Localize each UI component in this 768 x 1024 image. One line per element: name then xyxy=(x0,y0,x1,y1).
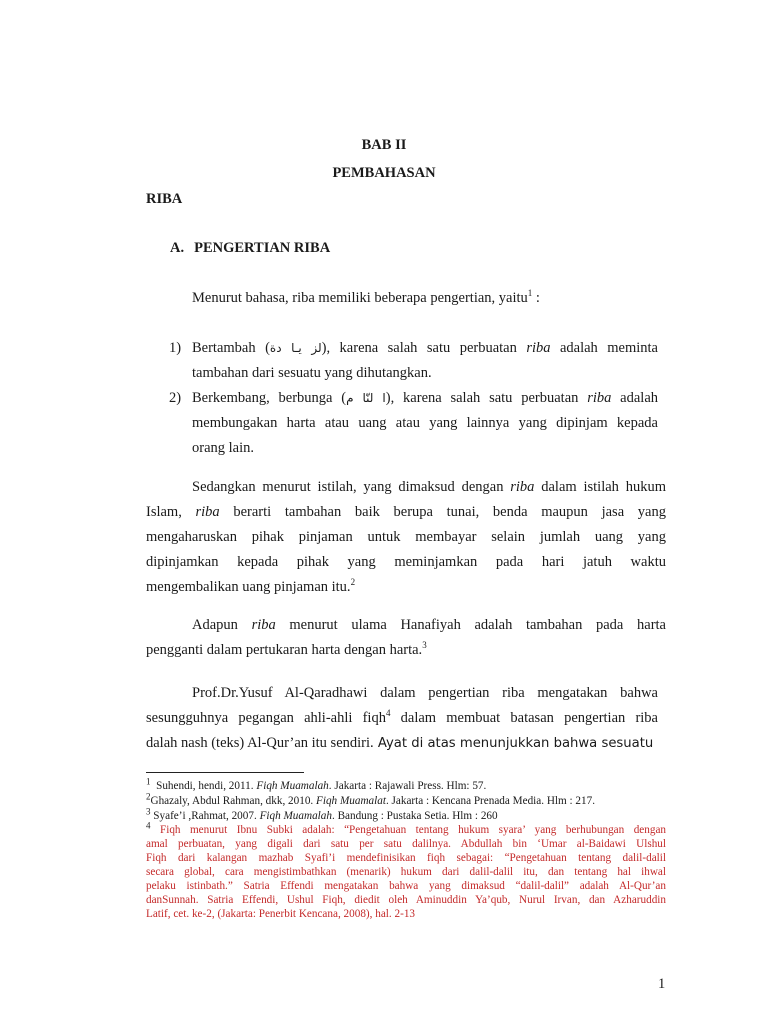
list-item-2-line3: orang lain. xyxy=(192,440,255,456)
istilah-line4: dipinjamkan kepada pihak yang meminjamkan pada hari jatuh waktu xyxy=(146,554,666,570)
footnote-3: $^3$ Syafe’i ,Rahmat, 2007. Fiqh Muamalah. Bandung : Pustaka Setia. Hlm : 260 xyxy=(146,806,498,822)
arabic-ziyadah: لز يـا دة xyxy=(269,341,322,355)
page-number: 1 xyxy=(658,976,666,992)
istilah-line2: Islam, riba berarti tambahan baik berupa tunai, benda maupun jasa yang xyxy=(146,504,666,520)
footnote-4-line5: pelaku istinbath.” Satria Effendi mengatakan bahwa yang dimaksud “dalil-dalil” adalah Al-Qur’an xyxy=(146,880,666,892)
qaradhawi-line3: dalah nash (teks) Al-Qur’an itu sendiri. Ayat di atas menunjukkan bahwa sesuatu xyxy=(146,735,654,751)
intro-tail: : xyxy=(532,290,540,306)
footnote-1: $^1$ Suhendi, hendi, 2011. Fiqh Muamalah. Jakarta : Rajawali Press. Hlm: 57. xyxy=(146,776,487,792)
istilah-line3: mengaharuskan pihak pinjaman untuk membayar selain jumlah uang yang xyxy=(146,529,666,545)
chapter-heading: BAB II xyxy=(361,137,407,153)
footnote-ref-2: 2 xyxy=(350,577,356,588)
footnote-2: $^2$Ghazaly, Abdul Rahman, dkk, 2010. Fiqh Muamalat. Jakarta : Kencana Prenada Media. Hlm : 217. xyxy=(146,791,596,807)
intro-text: Menurut bahasa, riba memiliki beberapa pengertian, yaitu xyxy=(192,290,528,306)
section-heading xyxy=(170,241,330,256)
footnote-ref-4: 4 xyxy=(385,708,391,719)
chapter-title: PEMBAHASAN xyxy=(332,165,436,181)
section-title: PENGERTIAN RIBA xyxy=(194,240,331,256)
arabic-nama: ا لنّا م xyxy=(346,391,386,405)
footnote-4-line7: Latif, cet. ke-2, (Jakarta: Penerbit Kencana, 2008), hal. 2-13 xyxy=(146,908,416,920)
list-number-1: 1) xyxy=(169,340,182,356)
intro-paragraph xyxy=(192,288,540,306)
footnote-4-line2: amal perbuatan, yang digali dari satu per satu dalilnya. Abdullah bin ‘Umar al-Baidawi Ulshul xyxy=(146,838,666,850)
istilah-line5: mengembalikan uang pinjaman itu.$^2$ xyxy=(146,577,356,595)
list-item-1-line2: tambahan dari sesuatu yang dihutangkan. xyxy=(192,365,432,381)
istilah-line1: Sedangkan menurut istilah, yang dimaksud dengan riba dalam istilah hukum xyxy=(192,479,666,495)
list-number-2: 2) xyxy=(169,390,182,406)
footnote-4-line4: secara global, cara mengistimbathkan (menarik) hukum dari dalil-dalil itu, dan tentang hal ihwal xyxy=(146,866,666,878)
footnote-separator xyxy=(146,772,304,773)
list-item-1-line1: Bertambah (لز يـا دة), karena salah satu perbuatan riba adalah meminta xyxy=(192,340,658,356)
qaradhawi-line1: Prof.Dr.Yusuf Al-Qaradhawi dalam pengertian riba mengatakan bahwa xyxy=(192,685,658,701)
footnote-4-line1: $^4$ Fiqh menurut Ibnu Subki adalah: “Pengetahuan tentang hukum syara’ yang berhubungan dengan xyxy=(146,820,667,836)
footnote-ref-1: 1 xyxy=(527,288,533,299)
list-item-2-line2: membungakan harta atau uang atau yang lainnya yang dipinjam kepada xyxy=(192,415,658,431)
footnote-ref-3: 3 xyxy=(422,640,427,651)
section-label: A. xyxy=(170,240,185,256)
footnote-4-line3: Fiqh dari kalangan mazhab Syafi’i mendefinisikan fiqh sebagai: “Pengetahuan tentang dalil-dalil xyxy=(146,852,666,864)
hanafiyah-line1: Adapun riba menurut ulama Hanafiyah adalah tambahan pada harta xyxy=(192,617,666,633)
hanafiyah-line2: pengganti dalam pertukaran harta dengan harta.$^3$ xyxy=(146,640,427,658)
qaradhawi-line2: sesungguhnya pegangan ahli-ahli fiqh$^4$ dalam membuat batasan pengertian riba xyxy=(146,708,658,726)
list-item-2-line1: Berkembang, berbunga (ا لنّا م), karena salah satu perbuatan riba adalah xyxy=(192,390,659,406)
footnote-4-line6: danSunnah. Satria Effendi, Ushul Fiqh, diedit oleh Aminuddin Ya’qub, Nurul Irvan, dan Azharuddin xyxy=(146,894,666,906)
topic-heading: RIBA xyxy=(146,191,183,207)
